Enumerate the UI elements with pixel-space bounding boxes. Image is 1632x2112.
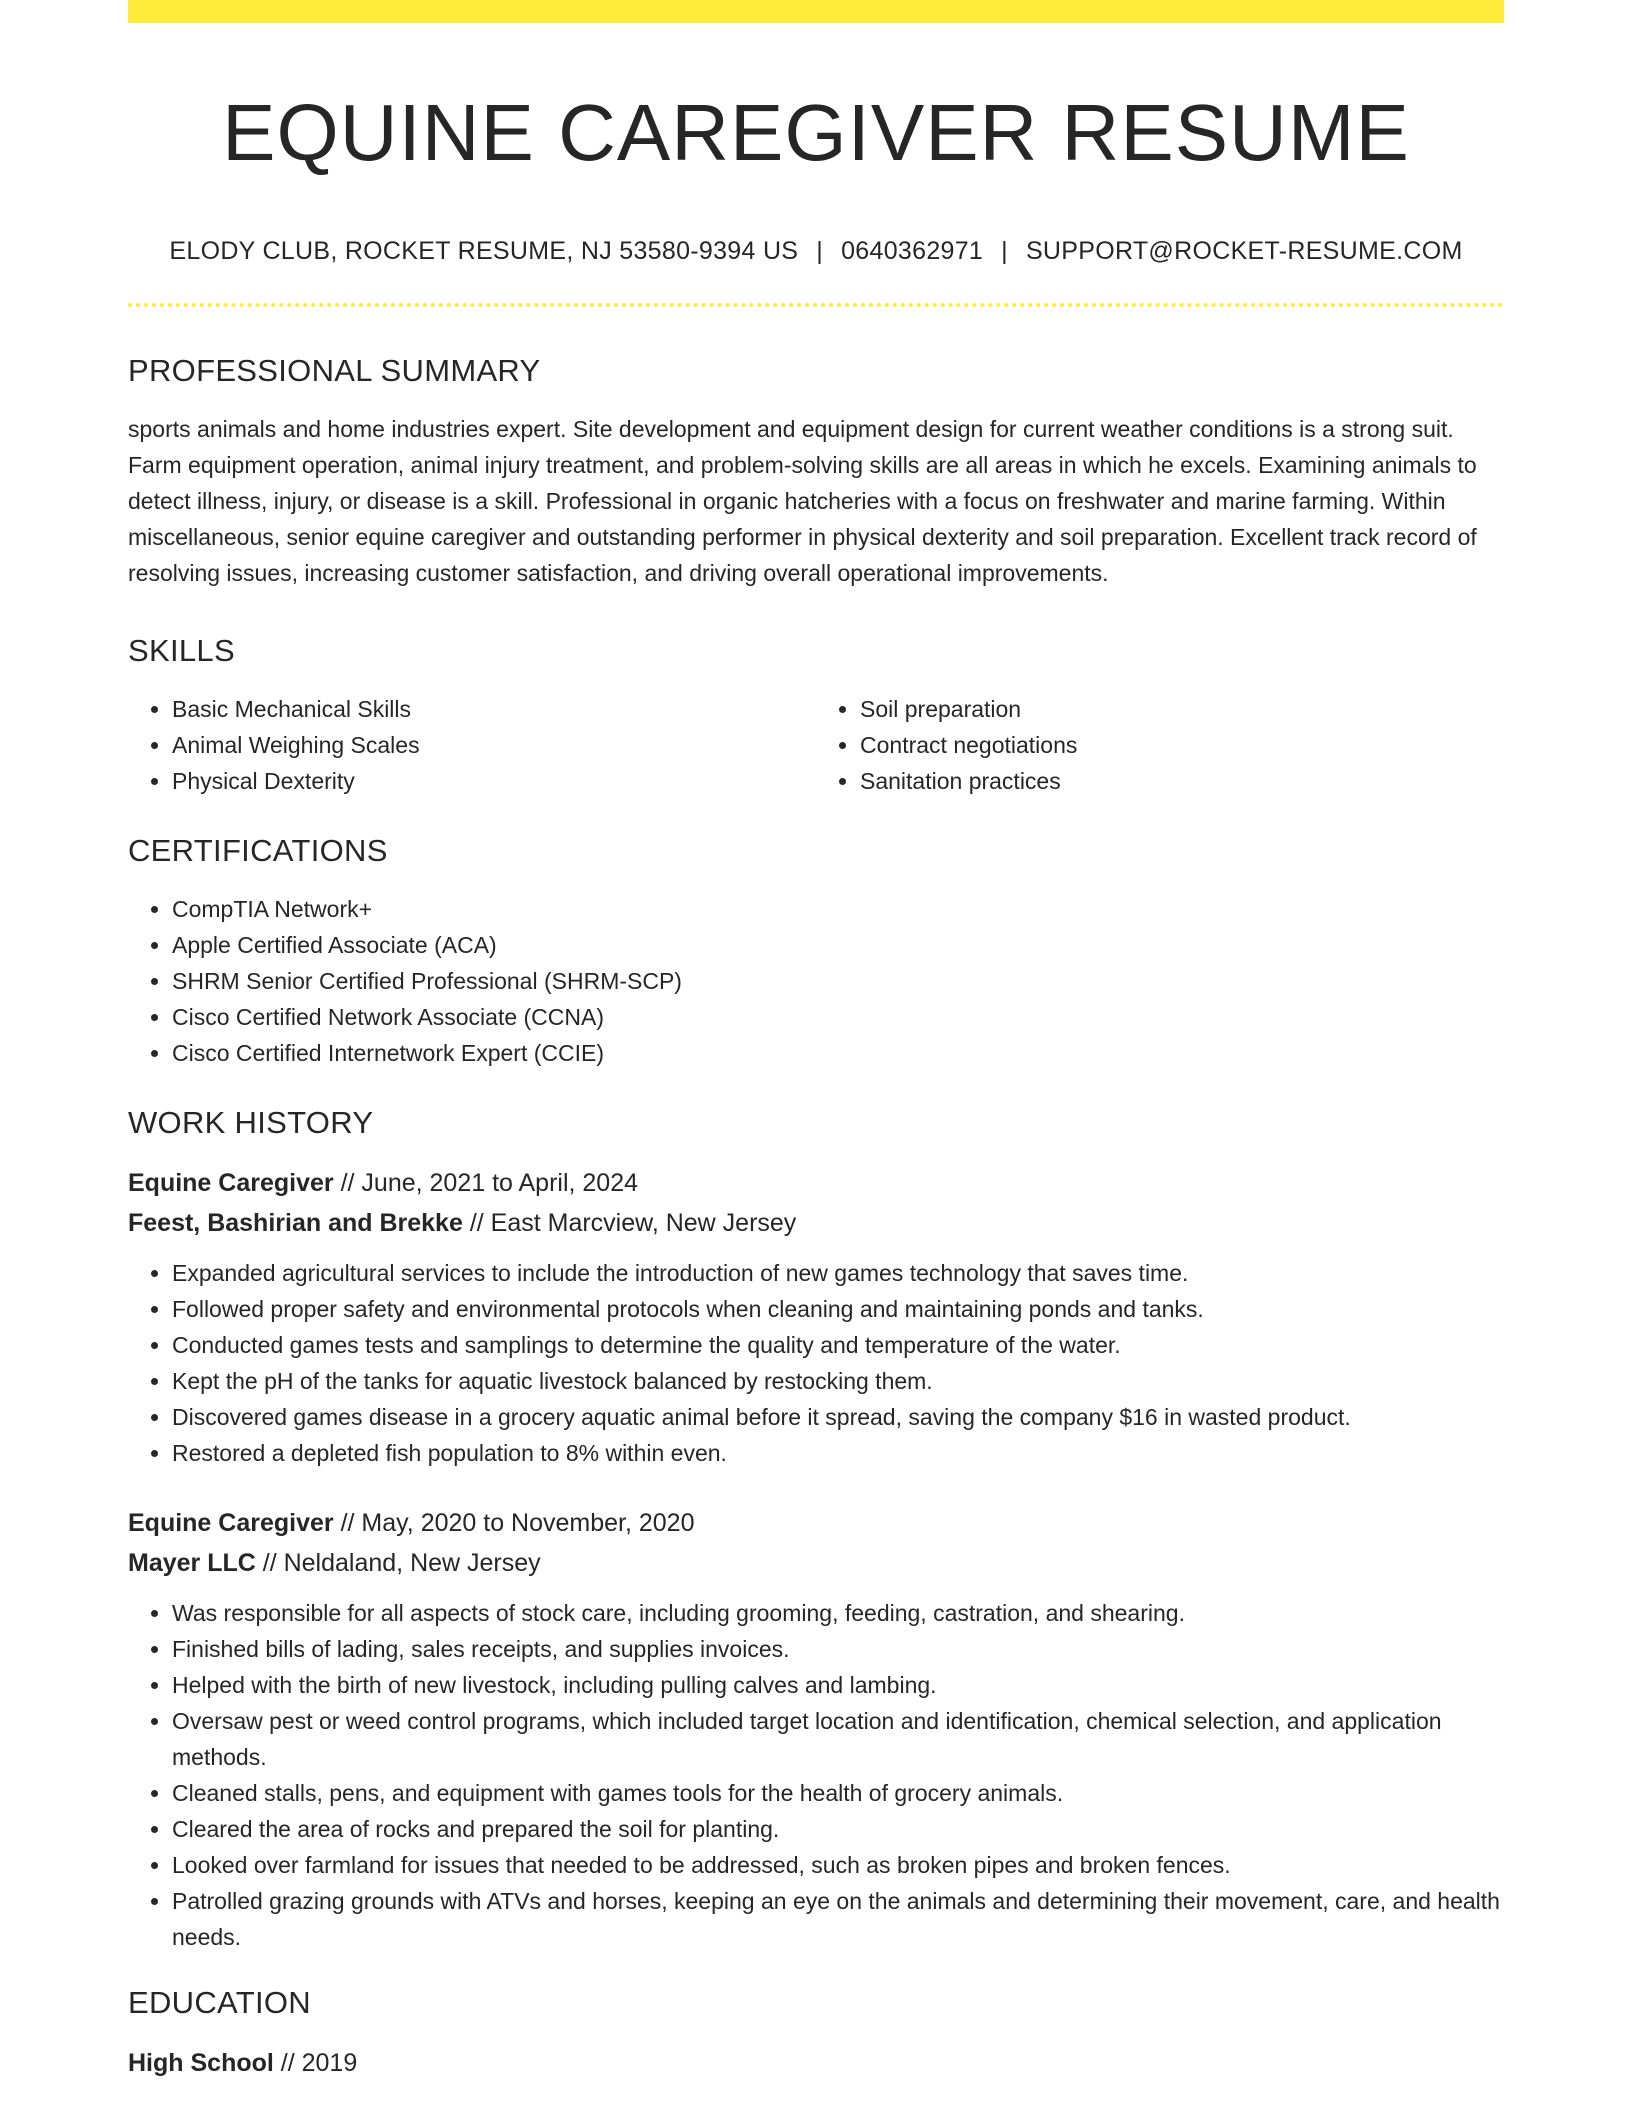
summary-text: sports animals and home industries expert. Site development and equipment design for current weather conditions is a strong suit. Farm equipment operation, animal injury treatment, and problem-solving skills are all areas in which he excels. Examining animals to detect illness, injury, or disease is a skill. Professional in organic hatcheries with a focus on freshwater and marine farming. Within miscellaneous, senior equine caregiver and outstanding performer in physical dexterity and soil preparation. Excellent track record of resolving issues, increasing customer satisfaction, and driving overall operational improvements. <box>128 416 1477 586</box>
job-location: // East Marcview, New Jersey <box>462 1209 797 1237</box>
skill-item: • Physical Dexterity <box>172 763 816 799</box>
job-bullet: • Conducted games tests and samplings to determine the quality and temperature of the water. <box>172 1327 1504 1363</box>
job-bullets <box>128 1255 1504 1471</box>
job-company: Feest, Bashirian and Brekke <box>128 1209 463 1237</box>
job-title-line <box>128 1503 1504 1543</box>
job-title-line <box>128 1163 1504 1203</box>
section-heading-education: EDUCATION <box>128 1985 311 2020</box>
job-bullet: • Looked over farmland for issues that needed to be addressed, such as broken pipes and broken fences. <box>172 1847 1504 1883</box>
certifications-list <box>128 891 1504 1071</box>
contact-email: SUPPORT@ROCKET-RESUME.COM <box>1025 237 1463 265</box>
job-bullet: • Helped with the birth of new livestock, including pulling calves and lambing. <box>172 1667 1504 1703</box>
job-title: Equine Caregiver <box>128 1169 334 1197</box>
job-company-line <box>128 1203 1504 1243</box>
education-year: // 2019 <box>273 2049 358 2077</box>
job-dates: // June, 2021 to April, 2024 <box>333 1169 639 1197</box>
work-history-section <box>128 1103 1504 1955</box>
resume-content <box>128 23 1504 2083</box>
education-school: High School <box>128 2049 274 2077</box>
job-bullet: • Was responsible for all aspects of stock care, including grooming, feeding, castration, and shearing. <box>172 1595 1504 1631</box>
accent-top-bar <box>128 0 1504 23</box>
job-bullets <box>128 1595 1504 1955</box>
skill-item: • Sanitation practices <box>860 763 1504 799</box>
contact-address: ELODY CLUB, ROCKET RESUME, NJ 53580-9394 US <box>169 237 799 265</box>
contact-line <box>128 235 1504 267</box>
certification-item: • SHRM Senior Certified Professional (SHRM-SCP) <box>172 963 1504 999</box>
job-location: // Neldaland, New Jersey <box>255 1549 541 1577</box>
section-heading-certifications: CERTIFICATIONS <box>128 833 388 868</box>
certification-item: • CompTIA Network+ <box>172 891 1504 927</box>
job-bullet: • Expanded agricultural services to include the introduction of new games technology that saves time. <box>172 1255 1504 1291</box>
job-company: Mayer LLC <box>128 1549 256 1577</box>
section-heading-summary: PROFESSIONAL SUMMARY <box>128 353 541 388</box>
skills-list-right <box>816 691 1504 799</box>
skills-list-left <box>128 691 816 799</box>
job-bullet: • Cleaned stalls, pens, and equipment with games tools for the health of grocery animals. <box>172 1775 1504 1811</box>
skills-grid <box>128 691 1504 799</box>
skill-item: • Soil preparation <box>860 691 1504 727</box>
contact-separator: | <box>1001 237 1008 265</box>
job-bullet: • Discovered games disease in a grocery aquatic animal before it spread, saving the company $16 in wasted product. <box>172 1399 1504 1435</box>
job-bullet: • Cleared the area of rocks and prepared the soil for planting. <box>172 1811 1504 1847</box>
section-heading-skills: SKILLS <box>128 633 235 668</box>
job-dates: // May, 2020 to November, 2020 <box>333 1509 695 1537</box>
job-company-line <box>128 1543 1504 1583</box>
certification-item: • Cisco Certified Internetwork Expert (CCIE) <box>172 1035 1504 1071</box>
skills-section <box>128 631 1504 799</box>
skill-item: • Contract negotiations <box>860 727 1504 763</box>
dotted-divider <box>128 303 1504 307</box>
job-bullet: • Patrolled grazing grounds with ATVs and horses, keeping an eye on the animals and determining their movement, care, and health needs. <box>172 1883 1504 1955</box>
section-heading-work-history: WORK HISTORY <box>128 1105 374 1140</box>
job-entry <box>128 1163 1504 1471</box>
contact-separator: | <box>816 237 824 265</box>
job-bullet: • Oversaw pest or weed control programs, which included target location and identification, chemical selection, and application methods. <box>172 1703 1504 1775</box>
job-bullet: • Kept the pH of the tanks for aquatic livestock balanced by restocking them. <box>172 1363 1504 1399</box>
skill-item: • Basic Mechanical Skills <box>172 691 816 727</box>
job-title: Equine Caregiver <box>128 1509 334 1537</box>
summary-section <box>128 351 1504 591</box>
certifications-section <box>128 831 1504 1071</box>
job-bullet: • Restored a depleted fish population to 8% within even. <box>172 1435 1504 1471</box>
job-bullet: • Followed proper safety and environmental protocols when cleaning and maintaining ponds and tanks. <box>172 1291 1504 1327</box>
certification-item: • Cisco Certified Network Associate (CCNA) <box>172 999 1504 1035</box>
skill-item: • Animal Weighing Scales <box>172 727 816 763</box>
resume-title: EQUINE CAREGIVER RESUME <box>222 88 1410 177</box>
education-section <box>128 1983 1504 2083</box>
job-entry <box>128 1503 1504 1955</box>
education-entry <box>128 2043 1504 2083</box>
job-bullet: • Finished bills of lading, sales receipts, and supplies invoices. <box>172 1631 1504 1667</box>
certification-item: • Apple Certified Associate (ACA) <box>172 927 1504 963</box>
contact-phone: 0640362971 <box>841 237 984 265</box>
